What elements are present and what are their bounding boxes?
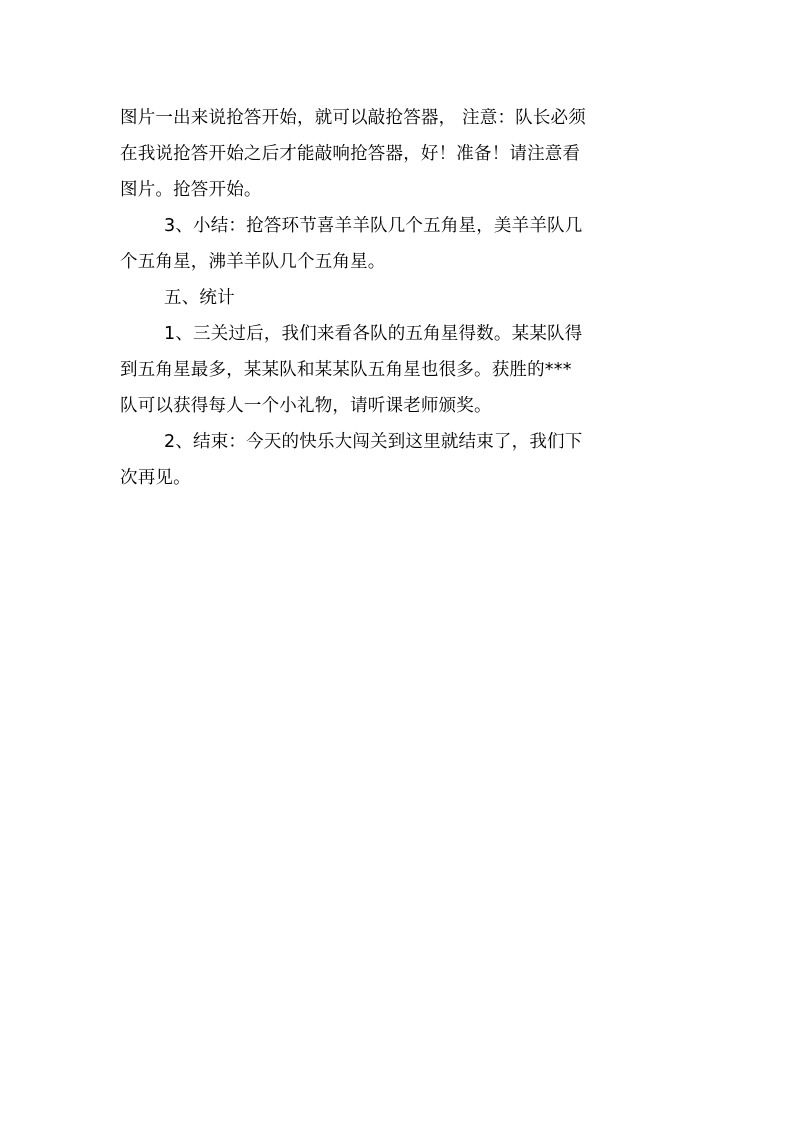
paragraph-3-line-2: 到五角星最多，某某队和某某队五角星也很多。获胜的*** bbox=[120, 360, 572, 380]
paragraph-1-line-1: 图片一出来说抢答开始，就可以敲抢答器， 注意：队长必须 bbox=[120, 108, 586, 128]
paragraph-1-line-3: 图片。抢答开始。 bbox=[120, 180, 262, 200]
paragraph-2-line-2: 个五角星，沸羊羊队几个五角星。 bbox=[120, 252, 386, 272]
paragraph-3-line-1: 1、三关过后，我们来看各队的五角星得数。某某队得 bbox=[164, 324, 583, 344]
paragraph-4-line-2: 次再见。 bbox=[120, 468, 191, 488]
document-body bbox=[120, 100, 676, 496]
section-heading-statistics: 五、统计 bbox=[164, 288, 235, 308]
paragraph-1-line-2: 在我说抢答开始之后才能敲响抢答器，好！准备！请注意看 bbox=[120, 144, 581, 164]
paragraph-4-line-1: 2、结束：今天的快乐大闯关到这里就结束了，我们下 bbox=[164, 432, 583, 452]
paragraph-3-line-3: 队可以获得每人一个小礼物，请听课老师颁奖。 bbox=[120, 396, 492, 416]
paragraph-2-line-1: 3、小结：抢答环节喜羊羊队几个五角星，美羊羊队几 bbox=[164, 216, 583, 236]
